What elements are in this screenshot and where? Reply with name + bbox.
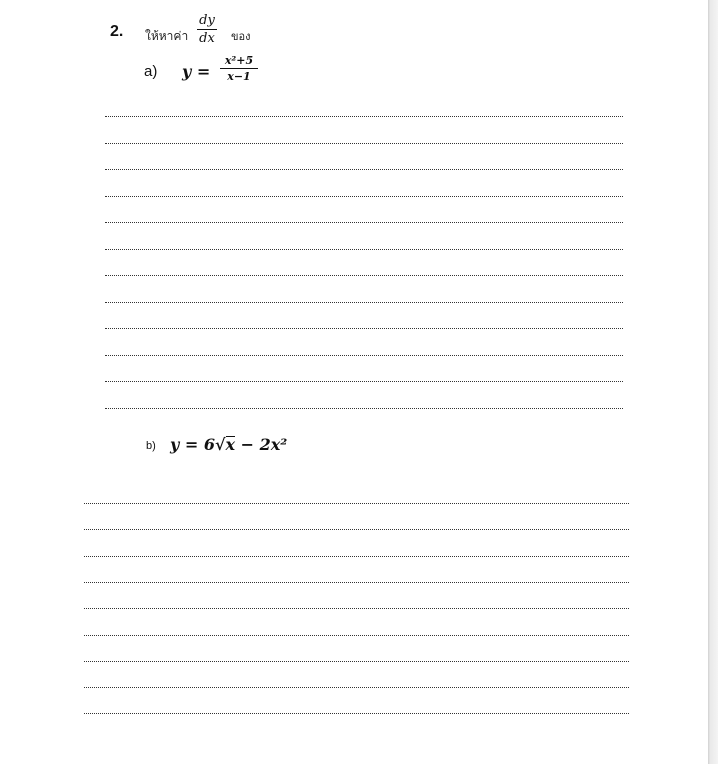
part-b-radicand: x <box>225 435 236 454</box>
answer-line <box>105 355 623 356</box>
part-b-sqrt <box>215 435 235 454</box>
answer-line <box>84 608 629 609</box>
answer-line <box>105 302 623 303</box>
answer-line <box>105 143 623 144</box>
fraction-bar <box>220 68 258 69</box>
answer-line <box>84 556 629 557</box>
fraction-bar <box>197 29 217 30</box>
part-b-lhs: y = <box>170 435 204 454</box>
answer-line <box>105 275 623 276</box>
answer-line <box>105 222 623 223</box>
answer-line <box>84 635 629 636</box>
answer-line <box>84 582 629 583</box>
question-instruction: ให้หาค่า <box>145 29 189 43</box>
answer-line <box>84 713 629 714</box>
page-edge-shadow <box>708 0 718 764</box>
part-b-label: b) <box>146 440 156 452</box>
sqrt-vinculum <box>226 436 235 437</box>
answer-line <box>84 503 629 504</box>
part-a-fraction <box>220 55 258 82</box>
part-a-label: a) <box>144 63 158 80</box>
answer-line <box>84 661 629 662</box>
answer-line <box>105 116 623 117</box>
answer-line <box>105 408 623 409</box>
part-a-denominator: x−1 <box>227 70 251 83</box>
derivative-numerator: dy <box>199 13 215 28</box>
answer-line <box>105 249 623 250</box>
answer-line <box>105 196 623 197</box>
answer-line <box>105 381 623 382</box>
derivative-denominator: dx <box>199 31 215 46</box>
answer-line <box>84 687 629 688</box>
part-b-coef: 6 <box>203 435 215 454</box>
part-b-equation <box>170 435 287 454</box>
part-a-lhs: y = <box>182 62 211 81</box>
question-of-word: ของ <box>231 30 251 43</box>
question-number: 2. <box>110 23 124 40</box>
derivative-fraction <box>197 14 217 45</box>
answer-line <box>84 529 629 530</box>
sqrt-symbol: √ <box>214 435 226 454</box>
answer-line <box>105 169 623 170</box>
part-b-rest: − 2x² <box>235 435 288 454</box>
answer-line <box>105 328 623 329</box>
part-a-numerator: x²+5 <box>224 54 254 67</box>
